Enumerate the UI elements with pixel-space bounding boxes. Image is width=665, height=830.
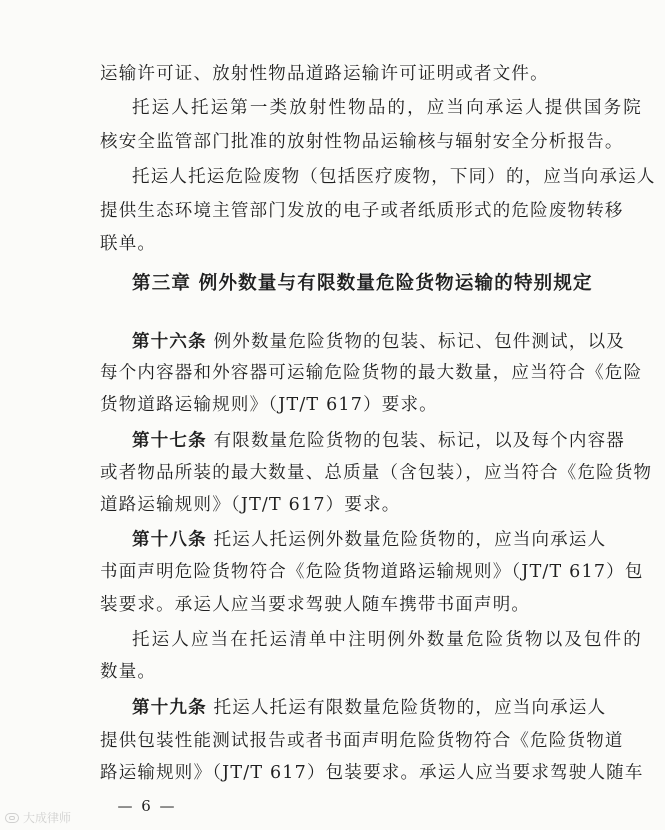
- body-line: 托运人托运第一类放射性物品的，应当向承运人提供国务院: [132, 98, 642, 118]
- body-line: 托运人应当在托运清单中注明例外数量危险货物以及包件的: [132, 630, 642, 650]
- article-line: [132, 329, 642, 355]
- article-line: [132, 527, 642, 553]
- body-line: 提供包装性能测试报告或者书面声明危险货物符合《危险货物道: [100, 731, 624, 751]
- article-number: 第十七条: [132, 431, 207, 451]
- article-text: 例外数量危险货物的包装、标记、包件测试，以及: [213, 332, 625, 352]
- body-line: 托运人托运危险废物（包括医疗废物，下同）的，应当向承运人: [132, 167, 656, 187]
- body-line: 路运输规则》（JT/T 617）包装要求。承运人应当要求驾驶人随车: [100, 763, 644, 783]
- body-line: 提供生态环境主管部门发放的电子或者纸质形式的危险废物转移: [100, 201, 624, 221]
- body-line: 书面声明危险货物符合《危险货物道路运输规则》（JT/T 617）包: [100, 562, 644, 582]
- article-text: 托运人托运有限数量危险货物的，应当向承运人: [213, 698, 607, 718]
- article-line: [132, 428, 642, 454]
- article-text: 有限数量危险货物的包装、标记，以及每个内容器: [213, 431, 625, 451]
- body-line: 道路运输规则》（JT/T 617）要求。: [100, 495, 401, 515]
- chapter-heading: 第三章 例外数量与有限数量危险货物运输的特别规定: [132, 273, 593, 294]
- body-line: 数量。: [100, 662, 157, 682]
- body-line: 每个内容器和外容器可运输危险货物的最大数量，应当符合《危险: [100, 363, 643, 383]
- body-line: 运输许可证、放射性物品道路运输许可证明或者文件。: [100, 64, 549, 84]
- article-text: 托运人托运例外数量危险货物的，应当向承运人: [213, 530, 607, 550]
- article-number: 第十九条: [132, 698, 207, 718]
- body-line: 联单。: [100, 234, 157, 254]
- watermark: [0, 806, 89, 830]
- article-line: [132, 695, 642, 721]
- body-line: 或者物品所装的最大数量、总质量（含包装），应当符合《危险货物: [100, 463, 653, 483]
- watermark-text: 大成律师: [23, 811, 72, 825]
- body-line: 核安全监管部门批准的放射性物品运输核与辐射安全分析报告。: [100, 132, 624, 152]
- article-number: 第十八条: [132, 530, 207, 550]
- page-number: — 6 —: [117, 797, 177, 815]
- article-number: 第十六条: [132, 332, 207, 352]
- watermark-logo-icon: [5, 813, 19, 823]
- body-line: 货物道路运输规则》（JT/T 617）要求。: [100, 395, 438, 415]
- body-line: 装要求。承运人应当要求驾驶人随车携带书面声明。: [100, 595, 531, 615]
